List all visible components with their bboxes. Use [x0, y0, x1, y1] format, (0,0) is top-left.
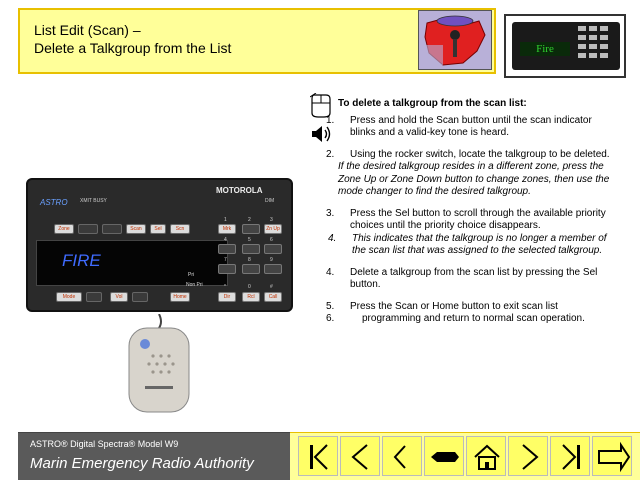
- key-5[interactable]: [242, 244, 260, 254]
- pri-indicator: Pri: [188, 272, 195, 278]
- step-6: [326, 313, 618, 326]
- step-3: [326, 207, 618, 233]
- mode-button[interactable]: Mode: [56, 292, 82, 302]
- radio-maker: MOTOROLA: [216, 186, 263, 195]
- radio-brand: ASTRO: [40, 198, 68, 207]
- step-5-text: Press the Scan or Home button to exit scan list: [350, 300, 558, 312]
- key-1[interactable]: Mrk: [218, 224, 236, 234]
- key-6[interactable]: [264, 244, 282, 254]
- organization-logo: [418, 10, 492, 70]
- key-star[interactable]: Dir: [218, 292, 236, 302]
- key-8[interactable]: [242, 264, 260, 274]
- step-4-note: [328, 232, 618, 258]
- key-label-8: 8: [248, 257, 251, 263]
- step-3-number: 3.: [326, 207, 335, 219]
- step-4-number: 4.: [326, 266, 335, 278]
- key-label-hash: #: [270, 284, 273, 290]
- step-2-number: 2.: [326, 148, 335, 160]
- step-4-text: Delete a talkgroup from the scan list by pressing the Sel button.: [350, 266, 598, 290]
- speaker-icon[interactable]: [310, 125, 332, 148]
- home-icon: [467, 437, 507, 477]
- key-7[interactable]: [218, 264, 236, 274]
- exit-icon: [593, 437, 633, 477]
- step-6-text: programming and return to normal scan operation.: [362, 313, 585, 324]
- key-9[interactable]: [264, 264, 282, 274]
- step-2: [326, 148, 618, 162]
- footer-banner: [18, 432, 308, 480]
- key-0[interactable]: Rcl: [242, 292, 260, 302]
- step-2-note: If the desired talkgroup resides in a different zone, press the Zone Up or Zone Down button to change zones, then use the mode changer to find the desired talkgroup.: [338, 161, 610, 197]
- previous-icon: [383, 437, 423, 477]
- last-page-button[interactable]: [550, 436, 590, 476]
- radio-thumbnail: [504, 14, 626, 78]
- title-line-1: List Edit (Scan) –: [34, 22, 141, 38]
- key-label-star: *: [224, 284, 226, 290]
- key-label-2: 2: [248, 217, 251, 223]
- vol-up-button[interactable]: [132, 292, 148, 302]
- return-icon: [425, 437, 465, 477]
- return-button[interactable]: [424, 436, 464, 476]
- key-label-7: 7: [224, 257, 227, 263]
- step-6-number: 6.: [326, 313, 335, 324]
- key-label-4: 4: [224, 237, 227, 243]
- next-icon: [509, 437, 549, 477]
- sel-button[interactable]: Sel: [150, 224, 166, 234]
- radio-thumbnail-keypad-icon: [578, 26, 618, 62]
- radio-display-text: FIRE: [62, 251, 101, 270]
- key-label-5: 5: [248, 237, 251, 243]
- key-label-1: 1: [224, 217, 227, 223]
- key-3[interactable]: Zn Up: [264, 224, 282, 234]
- instructions-panel: [326, 98, 618, 326]
- home-button[interactable]: Home: [170, 292, 190, 302]
- key-hash[interactable]: Call: [264, 292, 282, 302]
- radio-button-3[interactable]: [102, 224, 122, 234]
- exit-button[interactable]: [592, 436, 632, 476]
- scan-button[interactable]: Scan: [126, 224, 146, 234]
- scn-button[interactable]: Scn: [170, 224, 190, 234]
- microphone-image: [123, 314, 195, 414]
- step-5-number: 5.: [326, 300, 335, 312]
- back-icon: [341, 437, 381, 477]
- radio-control-head: [26, 178, 293, 312]
- step-3-text: Press the Sel button to scroll through the available priority choices until the priority choice disappears.: [350, 207, 606, 231]
- key-4[interactable]: [218, 244, 236, 254]
- step-4-note-number: 4.: [328, 232, 337, 244]
- instructions-heading: To delete a talkgroup from the scan list:: [338, 98, 527, 109]
- first-page-button[interactable]: [298, 436, 338, 476]
- key-2[interactable]: [242, 224, 260, 234]
- step-5: [326, 300, 618, 314]
- step-2-text: Using the rocker switch, locate the talkgroup to be deleted.: [350, 148, 610, 160]
- step-4: [326, 266, 618, 292]
- key-label-9: 9: [270, 257, 273, 263]
- first-page-icon: [299, 437, 339, 477]
- home-nav-button[interactable]: [466, 436, 506, 476]
- radio-status-labels: XMIT BUSY: [80, 198, 107, 204]
- step-1-text: Press and hold the Scan button until the scan indicator blinks and a valid-key tone is heard.: [350, 114, 592, 138]
- radio-thumbnail-display: Fire: [520, 42, 570, 56]
- step-1: [326, 114, 618, 140]
- next-button[interactable]: [508, 436, 548, 476]
- last-page-icon: [551, 437, 591, 477]
- previous-button[interactable]: [382, 436, 422, 476]
- zone-button[interactable]: Zone: [54, 224, 74, 234]
- step-1-number: 1.: [326, 114, 335, 126]
- footer-organization: Marin Emergency Radio Authority: [30, 455, 254, 472]
- nonpri-indicator: Non Pri: [186, 282, 203, 288]
- radio-button-2[interactable]: [78, 224, 98, 234]
- title-line-2: Delete a Talkgroup from the List: [34, 40, 232, 56]
- back-button[interactable]: [340, 436, 380, 476]
- key-label-0: 0: [248, 284, 251, 290]
- mode-up-button[interactable]: [86, 292, 102, 302]
- footer-model: ASTRO® Digital Spectra® Model W9: [30, 439, 179, 449]
- radio-model: DIM: [265, 198, 275, 204]
- vol-button[interactable]: Vol: [110, 292, 128, 302]
- key-label-3: 3: [270, 217, 273, 223]
- step-4-note-text: This indicates that the talkgroup is no longer a member of the scan list that was assigned to the selected talkgroup.: [352, 232, 607, 256]
- key-label-6: 6: [270, 237, 273, 243]
